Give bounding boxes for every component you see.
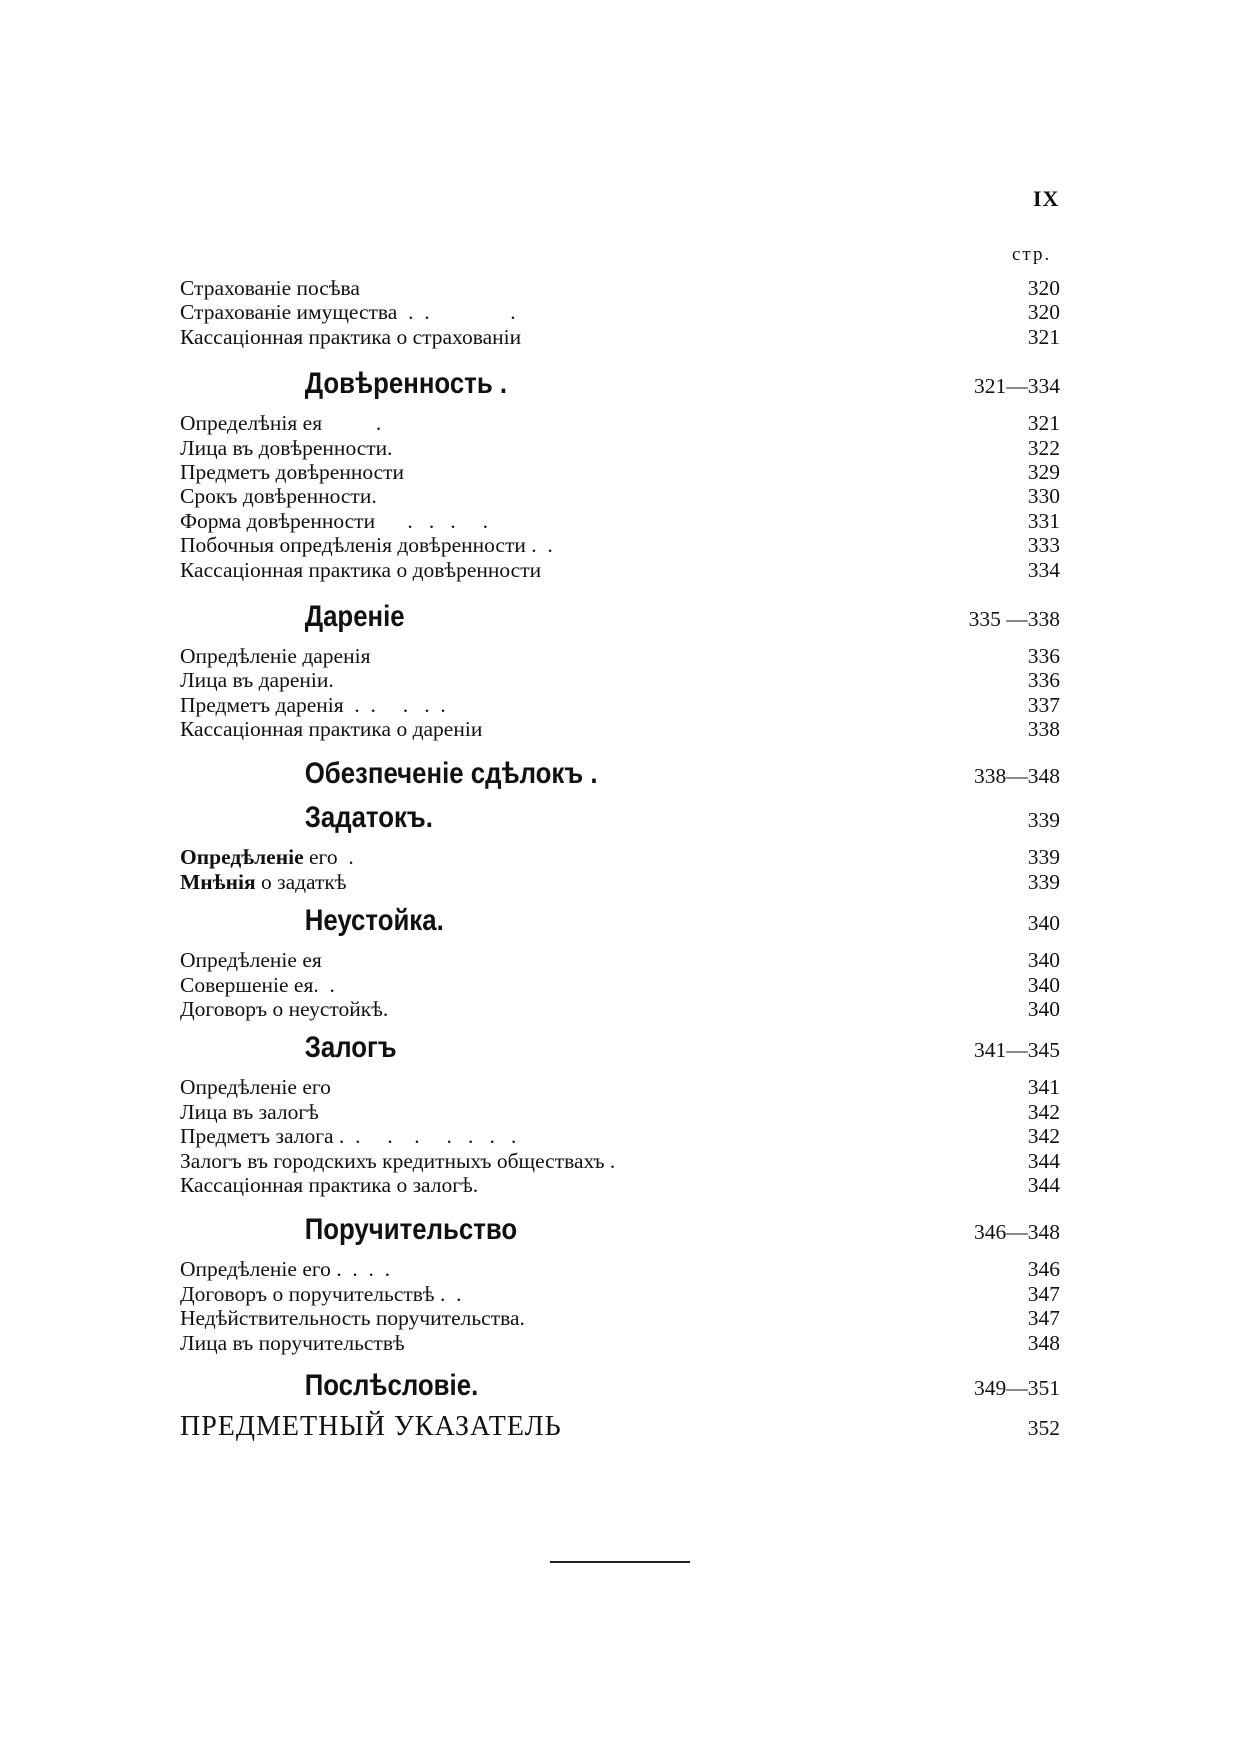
- toc-entry: [180, 1100, 1060, 1124]
- entry-label: [180, 300, 516, 324]
- entry-label: [180, 460, 404, 484]
- entry-label: [180, 948, 322, 972]
- entry-label: [180, 845, 354, 869]
- entry-label-text: Лица въ поручительствѣ: [180, 1330, 405, 1355]
- toc-entry: [180, 845, 1060, 869]
- entry-page-number: 341: [1027, 1075, 1060, 1100]
- section-heading: [180, 1369, 1060, 1403]
- entry-page-number: 321: [1027, 411, 1060, 436]
- toc-entry: [180, 870, 1060, 894]
- entry-page-number: 338: [1027, 717, 1060, 742]
- entry-label: [180, 644, 370, 668]
- toc-section: [180, 1031, 1060, 1197]
- entry-label-text: Страхованіе посѣва: [180, 276, 360, 300]
- entry-label-text: Предметъ даренія . . . . .: [180, 692, 446, 717]
- entry-label: [180, 533, 553, 557]
- subject-index-title: ПРЕДМЕТНЫЙ УКАЗАТЕЛЬ: [180, 1410, 562, 1442]
- toc-entry: [180, 484, 1060, 508]
- entry-label-text: Страхованіе имущества . . .: [180, 300, 516, 325]
- entry-label-text: Договоръ о поручительствѣ . .: [180, 1281, 462, 1306]
- entry-label-text: Опредѣленіе ея: [180, 948, 322, 973]
- entry-page-number: 339: [1027, 869, 1060, 894]
- entry-label: [180, 1124, 516, 1148]
- toc-section: [180, 801, 1060, 894]
- entry-label-text: Недѣйствительность поручительства.: [180, 1306, 525, 1331]
- entry-page-number: 344: [1027, 1148, 1060, 1173]
- toc-entry: [180, 1075, 1060, 1099]
- toc-entry: [180, 276, 1060, 300]
- entry-label: [180, 668, 334, 692]
- section-title: Обезпеченіе сдѣлокъ .: [304, 757, 598, 791]
- entry-label-text: Совершеніе ея. .: [180, 972, 335, 997]
- entry-label-text: Срокъ довѣренности.: [180, 484, 377, 509]
- section-heading: [180, 801, 1060, 835]
- toc-entry: [180, 668, 1060, 692]
- entry-page-number: 348: [1027, 1330, 1060, 1355]
- entry-label-text: Кассаціонная практика о страхованіи: [180, 324, 522, 349]
- entry-page-number: 329: [1027, 459, 1060, 484]
- toc-entry: [180, 460, 1060, 484]
- entry-page-number: 321: [1027, 324, 1060, 349]
- toc-entry: [180, 509, 1060, 533]
- entry-page-number: 337: [1027, 692, 1060, 717]
- page-number: IX: [1033, 186, 1060, 211]
- entry-label: [180, 1282, 461, 1306]
- toc-entry: [180, 1331, 1060, 1355]
- entry-label: [180, 1257, 390, 1281]
- section-title: Послѣсловіе.: [304, 1368, 479, 1402]
- entry-page-number: 342: [1027, 1099, 1060, 1124]
- toc-entry: [180, 1257, 1060, 1281]
- entry-label-text: Кассаціонная практика о довѣренности: [180, 557, 542, 582]
- section-page-range: 335 —338: [968, 606, 1060, 631]
- entry-label: [180, 436, 393, 460]
- toc-entry: [180, 997, 1060, 1021]
- entry-page-number: 344: [1027, 1172, 1060, 1197]
- entry-label: [180, 558, 541, 582]
- entry-label: [180, 325, 521, 349]
- section-heading: [180, 1031, 1060, 1065]
- entry-label: [180, 693, 446, 717]
- entry-label: [180, 717, 482, 741]
- toc-entry: [180, 948, 1060, 972]
- toc-entry: [180, 1306, 1060, 1330]
- toc-section: [180, 600, 1060, 742]
- entry-label: [180, 1173, 478, 1197]
- entry-label: [180, 1075, 331, 1099]
- section-heading: [180, 757, 1060, 791]
- entry-page-number: 340: [1027, 997, 1060, 1022]
- toc-entry: [180, 1149, 1060, 1173]
- entry-label-text: его .: [303, 845, 354, 870]
- entry-label: [180, 1149, 615, 1173]
- toc-entry: [180, 693, 1060, 717]
- entry-page-number: 347: [1027, 1281, 1060, 1306]
- entry-label-text: Лица въ довѣренности.: [180, 435, 393, 460]
- toc-entry: [180, 644, 1060, 668]
- toc-entry: [180, 436, 1060, 460]
- section-page-range: 340: [1027, 911, 1060, 936]
- entry-page-number: 320: [1027, 300, 1060, 325]
- entry-page-number: 336: [1027, 643, 1060, 668]
- entry-label: [180, 1331, 405, 1355]
- toc-section: [180, 1213, 1060, 1355]
- entry-label: [180, 973, 335, 997]
- entry-page-number: 347: [1027, 1306, 1060, 1331]
- toc-section: [180, 367, 1060, 582]
- section-page-range: 346—348: [974, 1220, 1060, 1245]
- section-heading: [180, 600, 1060, 634]
- entry-label: [180, 1306, 525, 1330]
- entry-page-number: 333: [1027, 533, 1060, 558]
- toc-section: [180, 904, 1060, 1021]
- entry-label-text: Залогъ въ городскихъ кредитныхъ обществахъ .: [180, 1148, 616, 1173]
- section-title: Довѣренность .: [304, 367, 508, 401]
- entry-label: [180, 509, 488, 533]
- entry-label-text: Опредѣленіе даренія: [180, 643, 371, 668]
- section-title: Залогъ: [304, 1031, 397, 1065]
- toc-section: [180, 276, 1060, 349]
- closing-rule: [550, 1561, 690, 1563]
- toc-entry: [180, 1282, 1060, 1306]
- entry-page-number: 340: [1027, 948, 1060, 973]
- entry-page-number: 336: [1027, 668, 1060, 693]
- entry-page-number: 340: [1027, 972, 1060, 997]
- entry-page-number: 342: [1027, 1124, 1060, 1149]
- entry-label: [180, 484, 377, 508]
- page-column-header: стр.: [1012, 244, 1052, 265]
- entry-label-text: Кассаціонная практика о дареніи: [180, 717, 483, 742]
- section-heading: [180, 367, 1060, 401]
- entry-label: [180, 276, 360, 300]
- toc-entry: [180, 973, 1060, 997]
- entry-label-text: Предметъ залога . . . . . . . .: [180, 1124, 517, 1149]
- toc-section: [180, 757, 1060, 791]
- entry-page-number: 346: [1027, 1257, 1060, 1282]
- entry-label-bold: Опредѣленіе: [180, 845, 304, 870]
- entry-page-number: 320: [1027, 276, 1060, 300]
- section-page-range: 341—345: [974, 1038, 1060, 1063]
- section-heading: [180, 1213, 1060, 1247]
- entry-page-number: 334: [1027, 557, 1060, 582]
- toc-entry: [180, 325, 1060, 349]
- entry-label-text: Лица въ залогѣ: [180, 1099, 319, 1124]
- toc-entry: [180, 300, 1060, 324]
- entry-page-number: 330: [1027, 484, 1060, 509]
- toc-section: [180, 1369, 1060, 1403]
- section-page-range: 339: [1027, 808, 1060, 833]
- section-page-range: 338—348: [974, 764, 1060, 789]
- entry-label-text: Определѣнія ея .: [180, 411, 382, 436]
- toc-entry: [180, 411, 1060, 435]
- entry-label-text: Договоръ о неустойкѣ.: [180, 997, 389, 1022]
- entry-page-number: 339: [1027, 845, 1060, 870]
- toc-entry: [180, 1124, 1060, 1148]
- section-title: Задатокъ.: [304, 801, 433, 835]
- toc-entry: [180, 1173, 1060, 1197]
- entry-label-bold: Мнѣнія: [180, 869, 256, 894]
- entry-label-text: Форма довѣренности . . . .: [180, 508, 488, 533]
- entry-label-text: Лица въ дареніи.: [180, 668, 334, 693]
- entry-label-text: Кассаціонная практика о залогѣ.: [180, 1172, 479, 1197]
- entry-label: [180, 997, 388, 1021]
- section-title: Дареніе: [304, 599, 405, 633]
- subject-index-entry: [180, 1411, 1060, 1443]
- entry-label-text: Предметъ довѣренности: [180, 459, 405, 484]
- entry-page-number: 322: [1027, 435, 1060, 460]
- entry-label: [180, 870, 347, 894]
- subject-index-page: 352: [1027, 1415, 1060, 1440]
- toc-entry: [180, 533, 1060, 557]
- section-title: Неустойка.: [304, 904, 444, 938]
- entry-label: [180, 411, 381, 435]
- entry-label-text: Опредѣленіе его: [180, 1075, 331, 1100]
- toc-entry: [180, 717, 1060, 741]
- section-heading: [180, 904, 1060, 938]
- entry-label-text: о задаткѣ: [255, 869, 347, 894]
- section-title: Поручительство: [304, 1213, 518, 1247]
- section-page-range: 321—334: [974, 374, 1060, 399]
- section-page-range: 349—351: [974, 1375, 1060, 1400]
- entry-label-text: Опредѣленіе его . . . .: [180, 1257, 391, 1282]
- toc-entry: [180, 558, 1060, 582]
- entry-label-text: Побочныя опредѣленія довѣренности . .: [180, 533, 553, 558]
- entry-label: [180, 1100, 319, 1124]
- table-of-contents: [180, 276, 1060, 1443]
- entry-page-number: 331: [1027, 508, 1060, 533]
